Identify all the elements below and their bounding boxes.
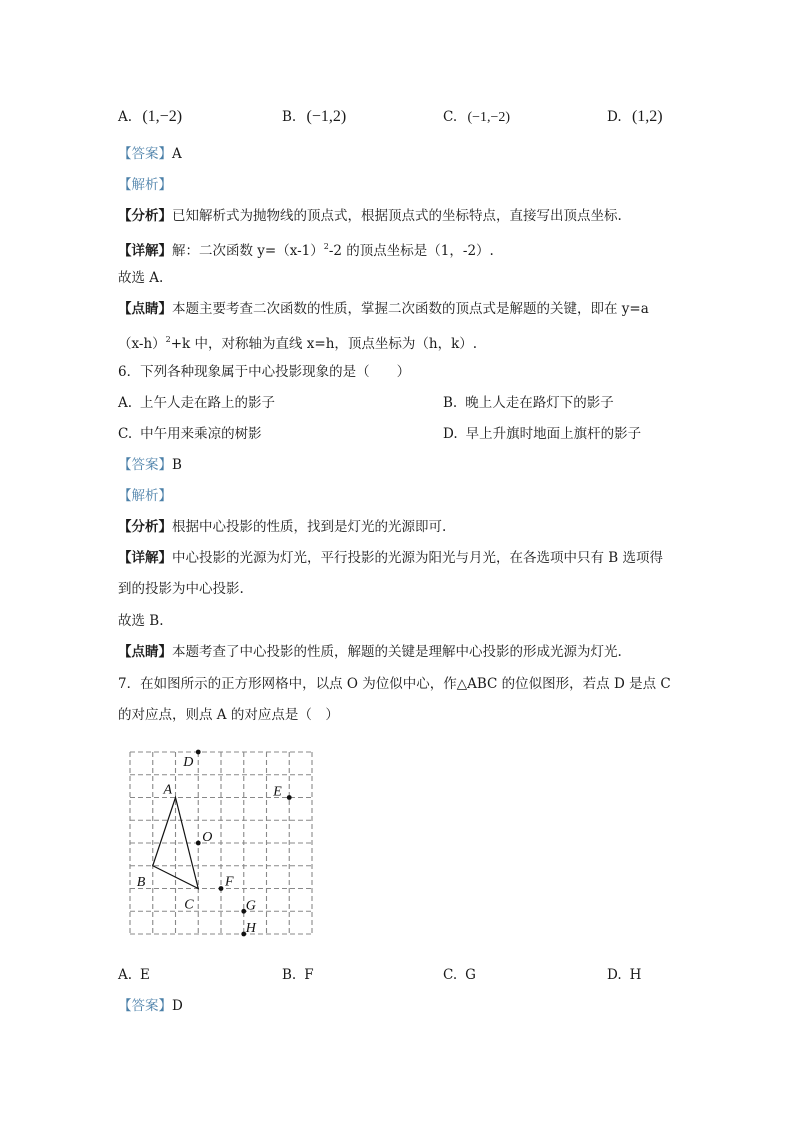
option-value: (−1,2) <box>306 108 347 125</box>
answer-value: D <box>172 998 183 1014</box>
option-letter: B. <box>282 109 297 125</box>
q6-dianjing <box>118 643 622 661</box>
option-letter: D. <box>607 967 622 983</box>
option-letter: B. <box>443 395 458 411</box>
option-value: (−1,−2) <box>467 110 511 125</box>
dianjing-tag: 【点睛】 <box>118 644 172 660</box>
answer-tag: 【答案】 <box>118 457 172 473</box>
option-value: (1,2) <box>631 108 663 125</box>
option-letter: C. <box>443 109 458 125</box>
xiangjie-text: -2 的顶点坐标是（1，-2）. <box>328 243 494 259</box>
point-label-f: F <box>225 874 234 890</box>
q6-xiangjie-line2: 到的投影为中心投影. <box>118 581 244 597</box>
q6-guxuan: 故选 B. <box>118 613 164 629</box>
answer-value: A <box>172 146 182 162</box>
option-text: E <box>140 967 150 983</box>
q5-option-a <box>118 108 182 126</box>
xiangjie-tag: 【详解】 <box>118 243 172 259</box>
q5-analysis-tag: 【解析】 <box>118 177 172 193</box>
q7-stem-line2: 的对应点，则点 A 的对应点是（ ） <box>118 707 339 723</box>
xiangjie-tag: 【详解】 <box>118 550 172 566</box>
point-label-h: H <box>245 921 256 936</box>
point-label-d: D <box>183 755 194 770</box>
dianjing-text: 本题主要考查二次函数的性质，掌握二次函数的顶点式是解题的关键，即在 y=a <box>172 301 649 317</box>
dianjing-text: +k 中，对称轴为直线 x=h，顶点坐标为（h，k）. <box>170 336 478 352</box>
dianjing-text: （x-h） <box>118 336 166 352</box>
q6-xiangjie-line1 <box>118 549 663 567</box>
q5-guxuan: 故选 A. <box>118 270 164 286</box>
option-text: 早上升旗时地面上旗杆的影子 <box>465 426 642 442</box>
q5-option-d <box>607 108 663 126</box>
point-label-c: C <box>184 897 194 913</box>
xiangjie-text: 中心投影的光源为灯光，平行投影的光源为阳光与月光，在各选项中只有 B 选项得 <box>172 550 664 566</box>
fenxi-text: 已知解析式为抛物线的顶点式，根据顶点式的坐标特点，直接写出顶点坐标. <box>172 208 622 224</box>
q6-answer <box>118 456 182 474</box>
point-label-b: B <box>136 874 146 890</box>
option-text: 中午用来乘凉的树影 <box>140 426 262 442</box>
q7-option-d <box>607 966 641 984</box>
grid-diagram <box>120 740 330 945</box>
q6-option-d <box>443 425 641 443</box>
answer-value: B <box>172 457 182 473</box>
q5-dianjing-line2 <box>118 331 477 353</box>
fenxi-tag: 【分析】 <box>118 208 172 224</box>
option-letter: D. <box>607 109 622 125</box>
q6-fenxi <box>118 518 446 536</box>
q7-grid-figure <box>120 740 330 945</box>
answer-tag: 【答案】 <box>118 146 172 162</box>
q5-dianjing-line1 <box>118 300 649 318</box>
answer-tag: 【答案】 <box>118 998 172 1014</box>
xiangjie-text: 解：二次函数 y=（x-1） <box>172 243 324 259</box>
q7-option-a <box>118 966 150 984</box>
superscript: 2 <box>165 335 171 344</box>
q5-fenxi <box>118 207 622 225</box>
point-label-o: O <box>202 830 213 845</box>
option-letter: A. <box>118 395 133 411</box>
q6-analysis-tag: 【解析】 <box>118 488 172 504</box>
option-text: 晚上人走在路灯下的影子 <box>465 395 614 411</box>
fenxi-text: 根据中心投影的性质，找到是灯光的光源即可. <box>172 519 447 535</box>
q6-option-b <box>443 394 614 412</box>
point-label-e: E <box>273 784 282 800</box>
option-letter: D. <box>443 426 458 442</box>
q6-option-c <box>118 425 262 443</box>
q7-answer <box>118 997 183 1015</box>
option-letter: A. <box>118 967 133 983</box>
q7-option-c <box>443 966 476 984</box>
option-letter: B. <box>282 967 297 983</box>
q5-option-c <box>443 108 510 127</box>
option-letter: A. <box>118 109 133 125</box>
option-text: G <box>465 967 476 983</box>
dianjing-tag: 【点睛】 <box>118 301 172 317</box>
superscript: 2 <box>323 242 329 251</box>
option-letter: C. <box>118 426 133 442</box>
point-label-g: G <box>245 898 256 914</box>
q5-xiangjie <box>118 238 494 260</box>
option-text: H <box>629 967 642 983</box>
fenxi-tag: 【分析】 <box>118 519 172 535</box>
point-e-dot <box>287 795 292 800</box>
q7-stem-line1: 7．在如图所示的正方形网格中，以点 O 为位似中心，作△ABC 的位似图形，若点 D 是点 C <box>118 676 671 692</box>
point-label-a: A <box>163 782 173 798</box>
point-f-dot <box>219 886 224 891</box>
option-text: F <box>304 967 314 983</box>
q6-stem: 6．下列各种现象属于中心投影现象的是（ ） <box>118 364 411 380</box>
option-value: (1,−2) <box>142 108 183 125</box>
point-d-dot <box>196 750 201 755</box>
dianjing-text: 本题考查了中心投影的性质，解题的关键是理解中心投影的形成光源为灯光. <box>172 644 622 660</box>
option-letter: C. <box>443 967 458 983</box>
q7-option-b <box>282 966 314 984</box>
q6-option-a <box>118 394 275 412</box>
q5-answer <box>118 145 182 163</box>
q5-option-b <box>282 108 346 126</box>
point-o-dot <box>196 841 201 846</box>
option-text: 上午人走在路上的影子 <box>140 395 276 411</box>
